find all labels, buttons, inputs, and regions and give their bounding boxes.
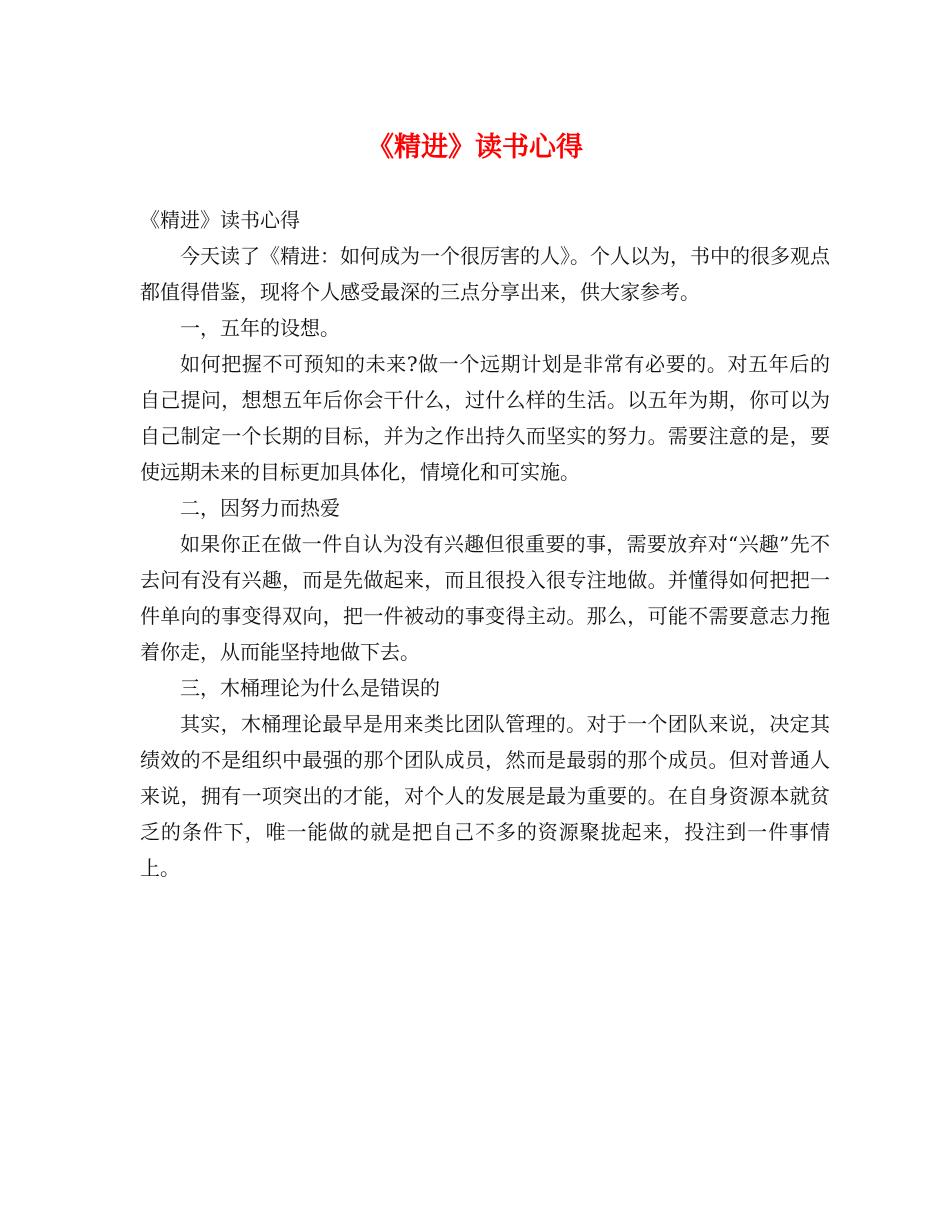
section-heading-3: 三，木桶理论为什么是错误的 [180,676,440,700]
section-heading-2: 二，因努力而热爱 [180,496,340,520]
section-body-1: 如何把握不可预知的未来?做一个远期计划是非常有必要的。对五年后的自己提问，想想五年后你会干什么，过什么样的生活。以五年为期，你可以为自己制定一个长期的目标，并为之作出持久而坚实的努力。需要注意的是，要使远期未来的目标更加具体化，情境化和可实施。 [140,352,830,484]
section-body-3: 其实，木桶理论最早是用来类比团队管理的。对于一个团队来说，决定其绩效的不是组织中最强的那个团队成员，然而是最弱的那个成员。但对普通人来说，拥有一项突出的才能，对个人的发展是最为重要的。在自身资源本就贫乏的条件下，唯一能做的就是把自己不多的资源聚拢起来，投注到一件事情上。 [140,712,830,880]
section-body-2: 如果你正在做一件自认为没有兴趣但很重要的事，需要放弃对“兴趣”先不去问有没有兴趣，而是先做起来，而且很投入很专注地做。并懂得如何把把一件单向的事变得双向，把一件被动的事变得主动。那么，可能不需要意志力拖着你走，从而能坚持地做下去。 [140,532,830,664]
paragraph-intro: 今天读了《精进：如何成为一个很厉害的人》。个人以为，书中的很多观点都值得借鉴，现将个人感受最深的三点分享出来，供大家参考。 [140,244,830,304]
document-title: 《精进》读书心得 [367,132,583,163]
document-body [140,202,830,886]
section-heading-1: 一，五年的设想。 [180,316,340,340]
paragraph-heading: 《精进》读书心得 [140,208,300,232]
